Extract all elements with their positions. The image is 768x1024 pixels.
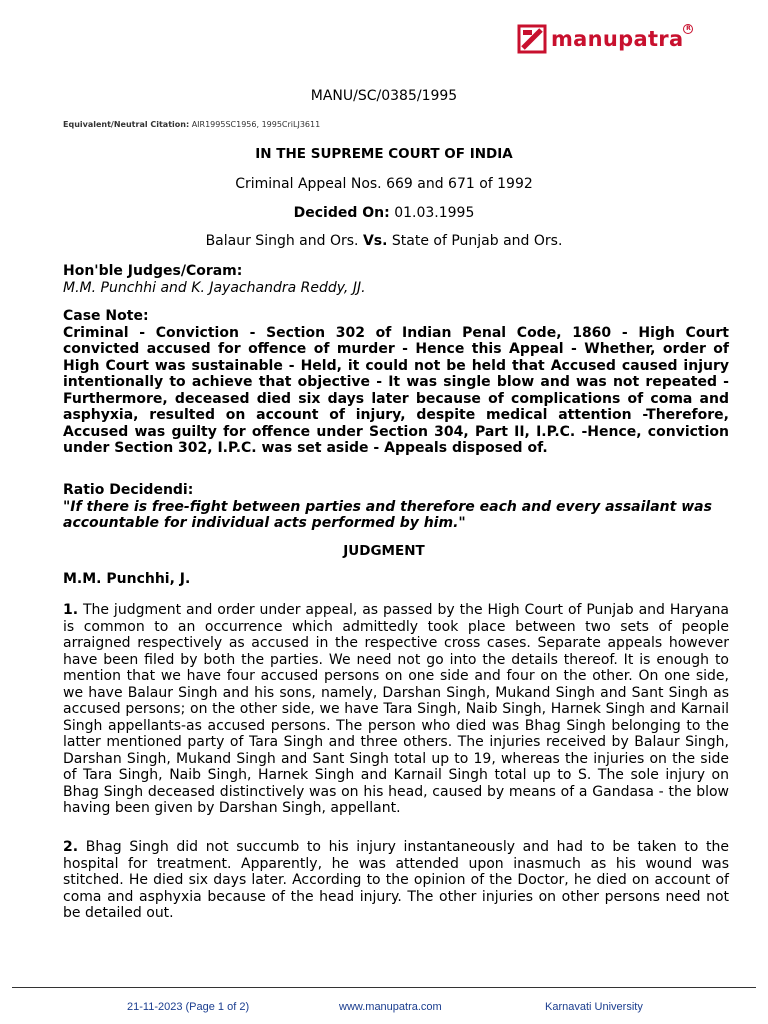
equivalent-citation [63, 120, 320, 129]
paragraph-number: 2. [63, 839, 79, 855]
case-note-section [63, 308, 729, 457]
equiv-label: Equivalent/Neutral Citation: [63, 120, 190, 129]
party-appellant: Balaur Singh and Ors. [205, 233, 359, 249]
versus: Vs. [362, 233, 388, 249]
registered-mark: R [683, 24, 693, 34]
ratio-text: "If there is free-fight between parties and therefore each and every assailant was accountable for individual acts performed by him." [63, 498, 712, 531]
paragraph-number: 1. [63, 602, 79, 618]
paragraph-1 [63, 602, 729, 817]
judgment-heading: JUDGMENT [343, 543, 425, 559]
footer-date-page: 21-11-2023 (Page 1 of 2) [127, 1001, 250, 1013]
decided-date: 01.03.1995 [394, 205, 475, 221]
appeal-number: Criminal Appeal Nos. 669 and 671 of 1992 [235, 176, 533, 192]
court-name: IN THE SUPREME COURT OF INDIA [255, 146, 513, 162]
judges-names: M.M. Punchhi and K. Jayachandra Reddy, JJ. [63, 279, 366, 296]
footer-website-link[interactable]: www.manupatra.com [339, 1001, 442, 1013]
footer-divider [12, 987, 756, 988]
judges-section [63, 263, 729, 296]
logo-text: manupatra [551, 27, 684, 51]
paragraph-text: The judgment and order under appeal, as passed by the High Court of Punjab and Haryana is common to an occurrence which admittedly took place between two sets of people arraigned respectively as accused in the respective cross cases. Separate appeals however have been filed by both the parties. We need not go into the details thereof. It is enough to mention that we have four accused persons on one side and four on the other. On one side, we have Balaur Singh and his sons, namely, Darshan Singh, Mukand Singh and Sant Singh as accused persons; on the other side, we have Tara Singh, Naib Singh, Harnek Singh and Karnail Singh appellants-as accused persons. The person who died was Bhag Singh belonging to the latter mentioned party of Tara Singh and three others. The injuries received by Balaur Singh, Darshan Singh, Mukand Singh and Sant Singh total up to 19, whereas the injuries on the side of Tara Singh, Naib Singh, Harnek Singh and Karnail Singh total up to S. The sole injury on Bhag Singh deceased distinctively was on his head, caused by means of a Gandasa - the blow having been given by Darshan Singh, appellant. [63, 602, 729, 816]
paragraph-text: Bhag Singh did not succumb to his injury instantaneously and had to be taken to the hospital for treatment. Apparently, he was attended upon inasmuch as his wound was stitched. He died six days later. According to the opinion of the Doctor, he died on account of coma and asphyxia because of the head injury. The other injuries on other persons need not be detailed out. [63, 839, 729, 921]
equiv-value: AIR1995SC1956, 1995CriLJ3611 [191, 120, 321, 129]
paragraph-2 [63, 839, 729, 922]
manupatra-mark-icon [517, 24, 547, 54]
casenote-heading: Case Note: [63, 308, 149, 324]
ratio-section [63, 482, 729, 532]
case-parties [0, 233, 768, 249]
manu-citation: MANU/SC/0385/1995 [310, 88, 458, 104]
ratio-heading: Ratio Decidendi: [63, 482, 194, 498]
decided-label: Decided On: [293, 205, 390, 221]
party-respondent: State of Punjab and Ors. [391, 233, 563, 249]
manupatra-logo [517, 24, 691, 54]
footer-institution: Karnavati University [545, 1001, 643, 1013]
judges-heading: Hon'ble Judges/Coram: [63, 263, 243, 279]
judgment-author: M.M. Punchhi, J. [63, 571, 191, 587]
casenote-text: Criminal - Conviction - Section 302 of Indian Penal Code, 1860 - High Court convicted accused for offence of murder - Hence this Appeal - Whether, order of High Court was sustainable - Held, it could not be held that Accused caused injury intentionally to achieve that objective - It was single blow and was not repeated - Furthermore, deceased died six days later because of complications of coma and asphyxia, resulted on account of injury, despite medical attention -Therefore, Accused was guilty for offence under Section 304, Part II, I.P.C. -Hence, conviction under Section 302, I.P.C. was set aside - Appeals disposed of. [63, 324, 729, 456]
decided-on [0, 205, 768, 221]
